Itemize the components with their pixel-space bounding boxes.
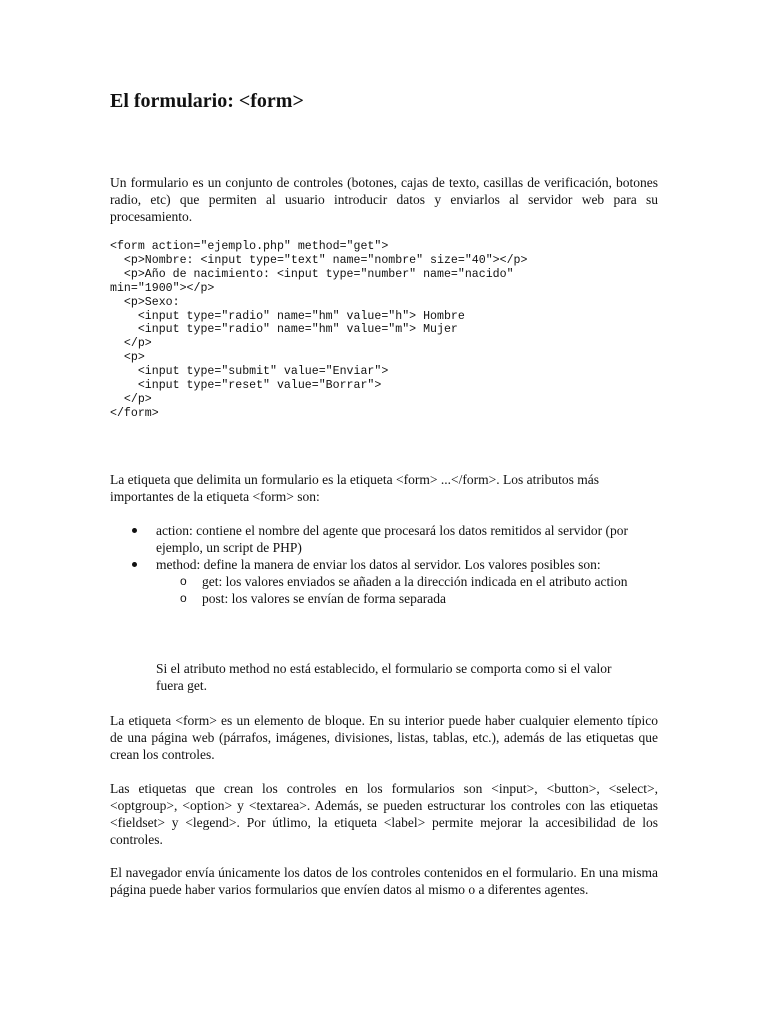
code-example: <form action="ejemplo.php" method="get"> <p>Nombre: <input type="text" name="nombre" size="40"></p> <p>Año de nacimiento: <input type="number" name="nacido" min="1900"></p> <p>Sexo: <input type="radio" name="hm" value="h"> Hombre <input type="radio" name="hm" value="m"> Mujer </p> <p> <input type="submit" value="Enviar"> <input type="reset" value="Borrar"> </p> </form> <box>110 240 528 420</box>
page-title: El formulario: <form> <box>110 90 304 112</box>
attributes-list <box>110 522 658 607</box>
bullet-icon <box>132 562 137 567</box>
sub-list-item-post <box>110 590 658 607</box>
list-item-action <box>110 522 658 556</box>
sub-list-item-get <box>110 573 658 590</box>
list-item-method <box>110 556 658 573</box>
intro-paragraph: Un formulario es un conjunto de controles (botones, cajas de texto, casillas de verificación, botones radio, etc) que permiten al usuario introducir datos y enviarlos al servidor web para su procesamiento. <box>110 175 658 224</box>
method-note-paragraph: Si el atributo method no está establecido, el formulario se comporta como si el valor fuera get. <box>156 661 612 693</box>
circle-bullet-icon: o <box>180 574 187 588</box>
sub-list-item-text: get: los valores enviados se añaden a la dirección indicada en el atributo action <box>202 574 628 589</box>
attributes-intro-paragraph: La etiqueta que delimita un formulario es la etiqueta <form> ...</form>. Los atributos más importantes de la etiqueta <form> son: <box>110 472 599 504</box>
circle-bullet-icon: o <box>180 591 187 605</box>
bullet-icon <box>132 528 137 533</box>
block-element-paragraph: La etiqueta <form> es un elemento de bloque. En su interior puede haber cualquier elemento típico de una página web (párrafos, imágenes, divisiones, listas, tablas, etc.), además de las etiquetas que crean los controles. <box>110 713 658 762</box>
list-item-text: action: contiene el nombre del agente que procesará los datos remitidos al servidor (por ejemplo, un script de PHP) <box>156 523 628 555</box>
browser-paragraph: El navegador envía únicamente los datos de los controles contenidos en el formulario. En una misma página puede haber varios formularios que envíen datos al mismo o a diferentes agentes. <box>110 865 658 897</box>
controls-paragraph: Las etiquetas que crean los controles en los formularios son <input>, <button>, <select>, <optgroup>, <option> y <textarea>. Además, se pueden estructurar los controles con las etiquetas <fieldset> y <legend>. Por útlimo, la etiqueta <label> permite mejorar la accesibilidad de los controles. <box>110 781 658 847</box>
sub-list-item-text: post: los valores se envían de forma separada <box>202 591 447 606</box>
list-item-text: method: define la manera de enviar los datos al servidor. Los valores posibles son: <box>156 557 601 572</box>
